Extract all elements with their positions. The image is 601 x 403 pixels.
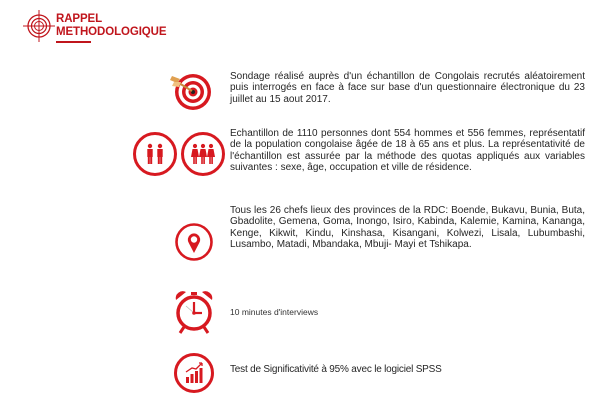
sampling-description: Sondage réalisé auprès d'un échantillon de Congolais recrutés aléatoirement puis interrogés en face à face sur base d'un questionnaire électronique du 23 juillet au 15 aout 2017. bbox=[230, 71, 585, 105]
title-underline bbox=[56, 41, 91, 43]
alarm-clock-icon bbox=[172, 288, 216, 336]
significance-test: Test de Significativité à 95% avec le logiciel SPSS bbox=[230, 364, 442, 375]
target-icon bbox=[168, 68, 214, 114]
title-line-1: RAPPEL bbox=[56, 13, 103, 25]
locations-description: Tous les 26 chefs lieux des provinces de la RDC: Boende, Bukavu, Bunia, Buta, Gbadolite, Gemena, Goma, Inongo, Isiro, Kabinda, Kalemie, Kamina, Kananga, Kenge, Kikwit, Kindu, Kinshasa, Kisangani, Kolwezi, Lisala, Lubumbashi, Lusambo, Matadi, Mbandaka, Mbuji- Mayi et Tshikapa. bbox=[230, 205, 585, 250]
header bbox=[22, 6, 167, 46]
page-title bbox=[56, 13, 166, 39]
location-pin-icon bbox=[174, 222, 214, 262]
crosshair-target-icon bbox=[22, 8, 56, 42]
interview-duration: 10 minutes d'interviews bbox=[230, 307, 319, 317]
growth-chart-icon bbox=[173, 352, 215, 394]
women-icon bbox=[180, 131, 226, 177]
sample-description: Echantillon de 1110 personnes dont 554 hommes et 556 femmes, représentatif de la population congolaise âgée de 18 à 65 ans et plus. La représentativité de l'échantillon est assurée par la méthode des quotas appliqués aux variables suivantes : sexe, âge, occupation et ville de résidence. bbox=[230, 128, 585, 173]
title-line-2: METHODOLOGIQUE bbox=[56, 26, 167, 38]
men-icon bbox=[132, 131, 178, 177]
